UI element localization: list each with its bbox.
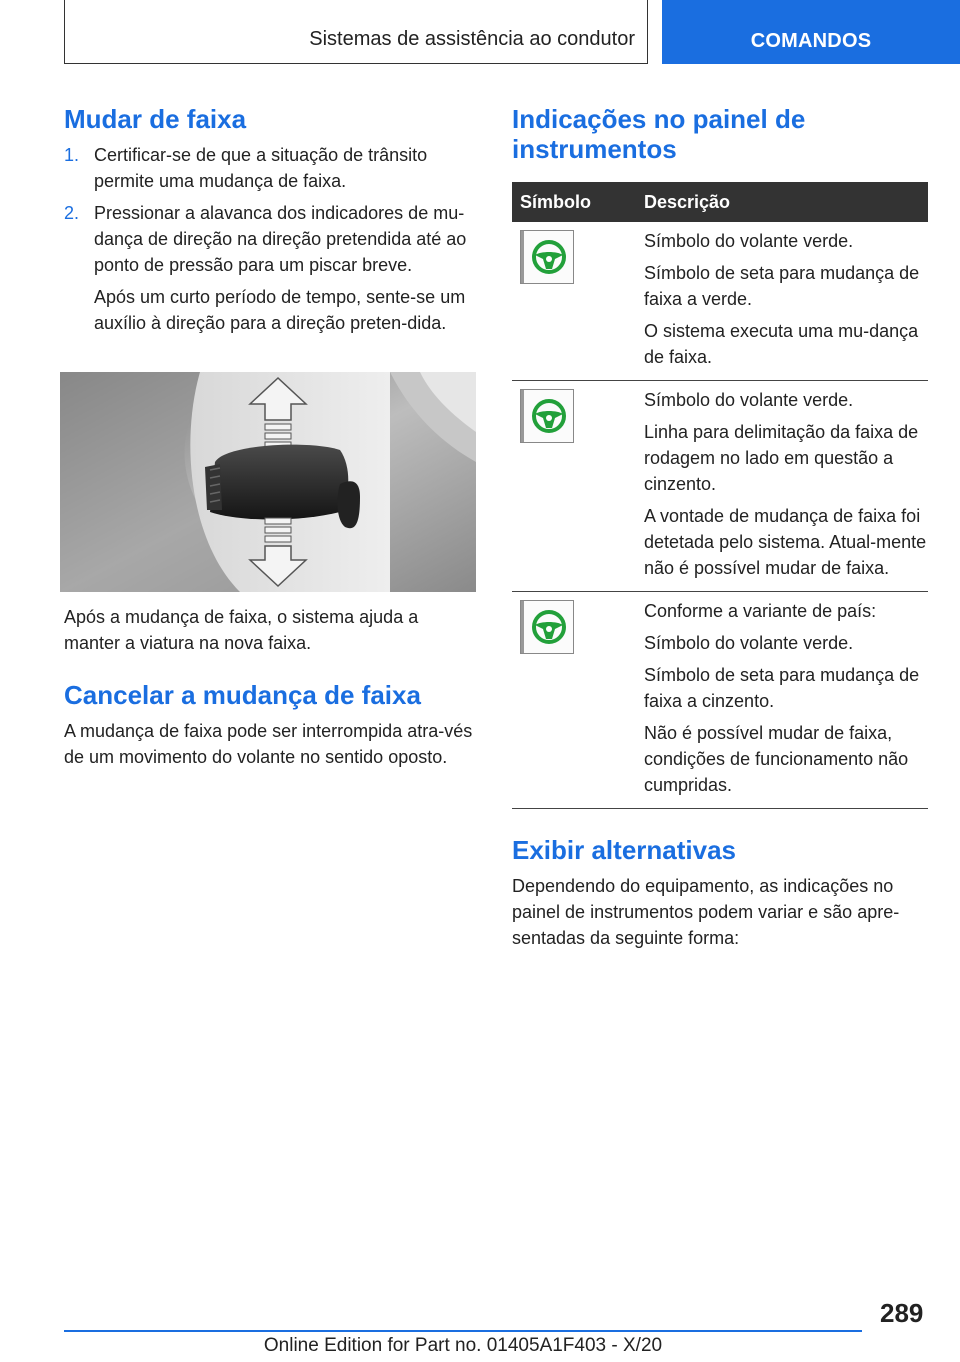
header-box: [64, 0, 648, 64]
description-line: A vontade de mudança de faixa foi detetada pelo sistema. Atual-mente não é possível mudar de faixa.: [644, 506, 927, 578]
description-line: O sistema executa uma mu-dança de faixa.: [644, 321, 919, 367]
heading-change-lane: Mudar de faixa: [64, 104, 247, 134]
edition-footer: Online Edition for Part no. 01405A1F403 - X/20: [263, 1335, 663, 1356]
table-header: [512, 182, 928, 222]
symbol-cell: [512, 381, 644, 591]
description-line: Símbolo de seta para mudança de faixa a cinzento.: [644, 665, 920, 711]
table-row: [512, 592, 928, 809]
step-number: 2.: [64, 203, 80, 223]
alternatives-text: Dependendo do equipamento, as indicações no painel de instrumentos podem variar e são apre-sentadas da seguinte forma:: [512, 876, 900, 948]
step-number: 1.: [64, 145, 80, 165]
description-line: Símbolo do volante verde.: [644, 633, 854, 653]
steering-wheel-green-icon: [520, 389, 574, 443]
description-cell: [644, 381, 928, 591]
right-column: [512, 104, 928, 951]
heading-cancel-lane-change: Cancelar a mudança de faixa: [64, 680, 421, 710]
footer-divider: [64, 1330, 862, 1332]
steps-list: [64, 142, 476, 278]
column-header-symbol: Símbolo: [520, 191, 591, 212]
step-text: Certificar-se de que a situação de trânsito permite uma mudança de faixa.: [94, 145, 428, 191]
turn-signal-lever-photo: [60, 372, 476, 592]
description-cell: [644, 222, 928, 380]
symbol-cell: [512, 592, 644, 808]
column-header-description: Descrição: [644, 191, 731, 212]
page-number: 289: [880, 1298, 924, 1328]
description-line: Conforme a variante de país:: [644, 601, 877, 621]
description-line: Símbolo de seta para mudança de faixa a verde.: [644, 263, 920, 309]
cancel-text: A mudança de faixa pode ser interrompida atra-vés de um movimento do volante no sentido oposto.: [64, 721, 473, 767]
heading-display-alternatives: Exibir alternativas: [512, 835, 736, 865]
left-column: [64, 104, 476, 336]
heading-instrument-indications: Indicações no painel de instrumentos: [512, 104, 806, 164]
description-line: Símbolo do volante verde.: [644, 390, 854, 410]
chapter-tab[interactable]: [662, 0, 960, 64]
after-change-text: Após a mudança de faixa, o sistema ajuda a manter a viatura na nova faixa.: [64, 607, 419, 653]
step-note: Após um curto período de tempo, sente-se um auxílio à direção para a direção preten-dida.: [94, 287, 466, 333]
section-title: Sistemas de assistência ao condutor: [309, 28, 635, 50]
turn-signal-lever-illustration: [60, 372, 476, 592]
step-text: Pressionar a alavanca dos indicadores de mu-dança de direção na direção pretendida até ao ponto de pressão para um piscar breve.: [94, 203, 467, 275]
steering-wheel-green-icon: [520, 600, 574, 654]
left-column-lower: [64, 604, 476, 770]
description-line: Símbolo do volante verde.: [644, 231, 854, 251]
steering-wheel-green-icon: [520, 230, 574, 284]
description-cell: [644, 592, 928, 808]
table-row: [512, 381, 928, 592]
symbol-cell: [512, 222, 644, 380]
step-item: [64, 142, 476, 194]
step-item: [64, 200, 476, 278]
indications-table: [512, 182, 928, 809]
chapter-tab-label: COMANDOS: [750, 30, 872, 52]
description-line: Não é possível mudar de faixa, condições de funcionamento não cumpridas.: [644, 723, 909, 795]
table-row: [512, 222, 928, 381]
description-line: Linha para delimitação da faixa de rodagem no lado em questão a cinzento.: [644, 422, 919, 494]
